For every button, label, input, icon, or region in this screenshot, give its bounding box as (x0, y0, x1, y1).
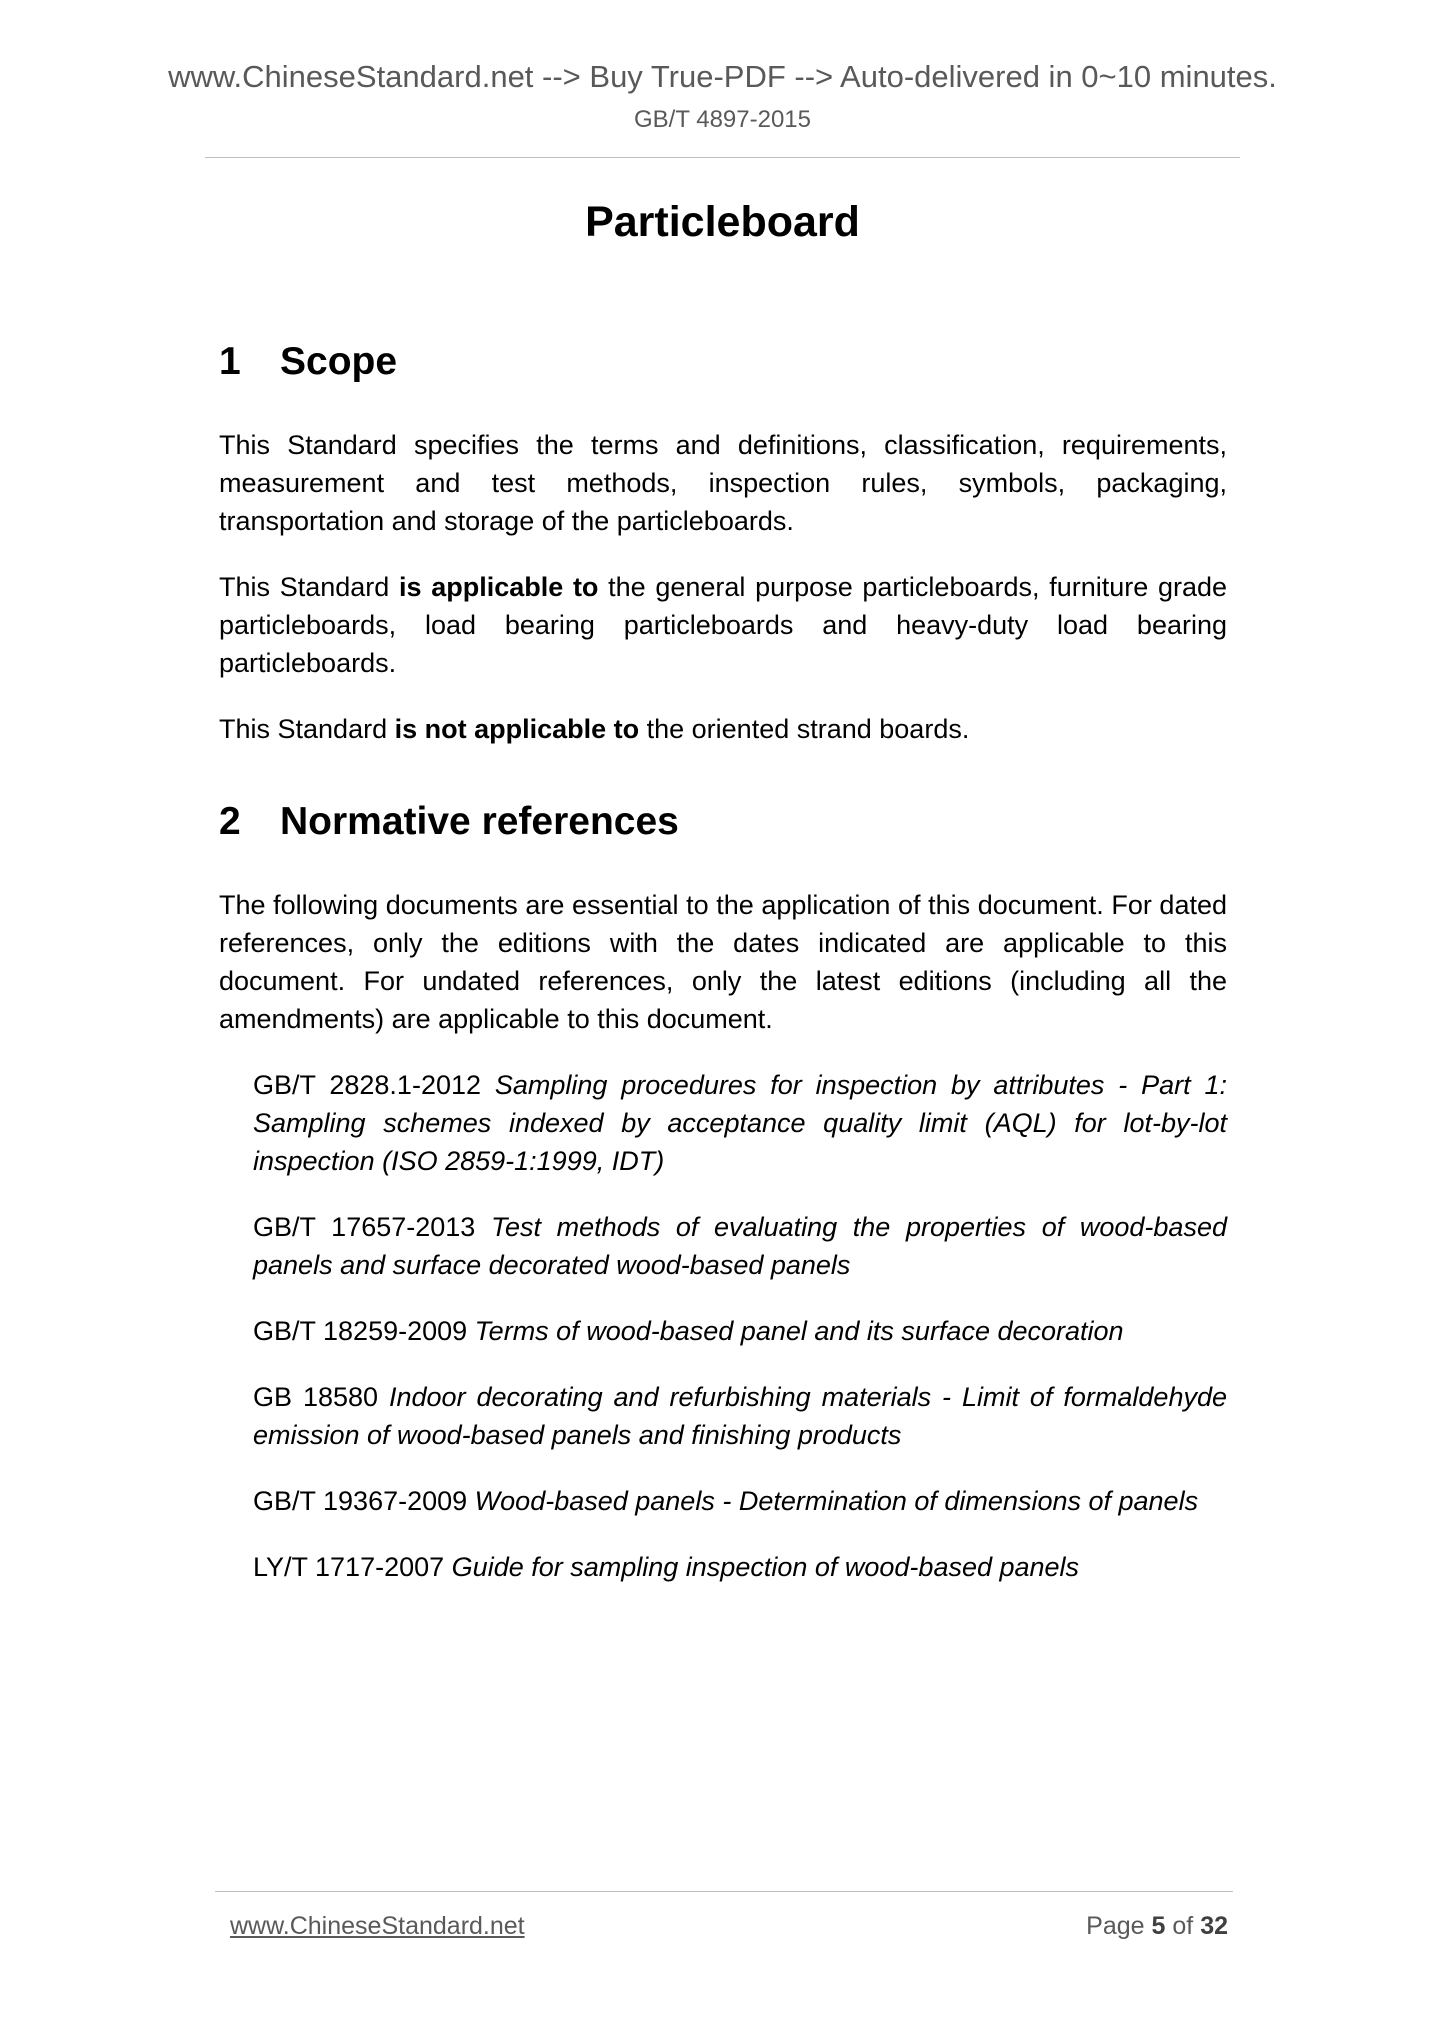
header-banner: www.ChineseStandard.net --> Buy True-PDF --> Auto-delivered in 0~10 minutes. (168, 59, 1277, 94)
reference-list (219, 1066, 1227, 1586)
page-current: 5 (1151, 1912, 1166, 1940)
reference-item (253, 1208, 1227, 1284)
bold-text-run: is applicable to (398, 572, 599, 602)
text-run: the general purpose particleboards, furniture grade particleboards, load bearing particleboards and heavy-duty load bearing particleboards. (219, 572, 1227, 678)
reference-title: Sampling procedures for inspection by attributes - Part 1: Sampling schemes indexed by acceptance quality limit (AQL) for lot-by-lot inspection (ISO 2859-1:1999, IDT) (253, 1070, 1228, 1176)
reference-item (253, 1066, 1227, 1180)
reference-code: LY/T 1717-2007 (253, 1552, 445, 1582)
text-run: This Standard (219, 714, 395, 744)
reference-item (253, 1548, 1227, 1586)
page-label: Page (1086, 1912, 1145, 1940)
section-heading-normative-references (219, 800, 1227, 844)
section-number: 1 (219, 340, 241, 383)
reference-item (253, 1482, 1227, 1520)
document-body (219, 340, 1227, 1614)
text-run: This Standard (219, 572, 399, 602)
footer-website-link[interactable]: www.ChineseStandard.net (230, 1912, 525, 1940)
bold-text-run: is not applicable to (394, 714, 640, 744)
section-number: 2 (219, 800, 241, 843)
footer-divider (215, 1891, 1233, 1892)
reference-title: Indoor decorating and refurbishing materials - Limit of formaldehyde emission of wood-based panels and finishing products (253, 1382, 1227, 1450)
standard-code: GB/T 4897-2015 (633, 106, 811, 133)
document-title: Particleboard (585, 198, 860, 246)
text-run: the oriented strand boards. (639, 714, 970, 744)
page-total: 32 (1200, 1912, 1228, 1940)
reference-code: GB/T 17657-2013 (253, 1212, 476, 1242)
reference-code: GB/T 19367-2009 (253, 1486, 468, 1516)
references-intro: The following documents are essential to the application of this document. For dated references, only the editions with the dates indicated are applicable to this document. For undated references, only the latest editions (including all the amendments) are applicable to this document. (219, 890, 1227, 1034)
scope-paragraph-1: This Standard specifies the terms and definitions, classification, requirements, measurement and test methods, inspection rules, symbols, packaging, transportation and storage of the particleboards. (219, 430, 1227, 536)
reference-code: GB/T 18259-2009 (253, 1316, 468, 1346)
section-heading-scope (219, 340, 1227, 384)
reference-item (253, 1312, 1227, 1350)
reference-item (253, 1378, 1227, 1454)
page-of: of (1172, 1912, 1194, 1940)
reference-code: GB 18580 (253, 1382, 379, 1412)
reference-code: GB/T 2828.1-2012 (253, 1070, 482, 1100)
section-title: Scope (280, 340, 398, 383)
scope-paragraph-3 (219, 710, 1227, 748)
reference-title: Guide for sampling inspection of wood-based panels (451, 1552, 1080, 1582)
reference-title: Wood-based panels - Determination of dimensions of panels (474, 1486, 1199, 1516)
scope-paragraph-2 (219, 568, 1227, 682)
reference-title: Test methods of evaluating the properties of wood-based panels and surface decorated wood-based panels (253, 1212, 1227, 1280)
header-divider (205, 157, 1240, 158)
reference-title: Terms of wood-based panel and its surface decoration (474, 1316, 1124, 1346)
page-number (1086, 1912, 1228, 1941)
section-title: Normative references (280, 800, 679, 843)
